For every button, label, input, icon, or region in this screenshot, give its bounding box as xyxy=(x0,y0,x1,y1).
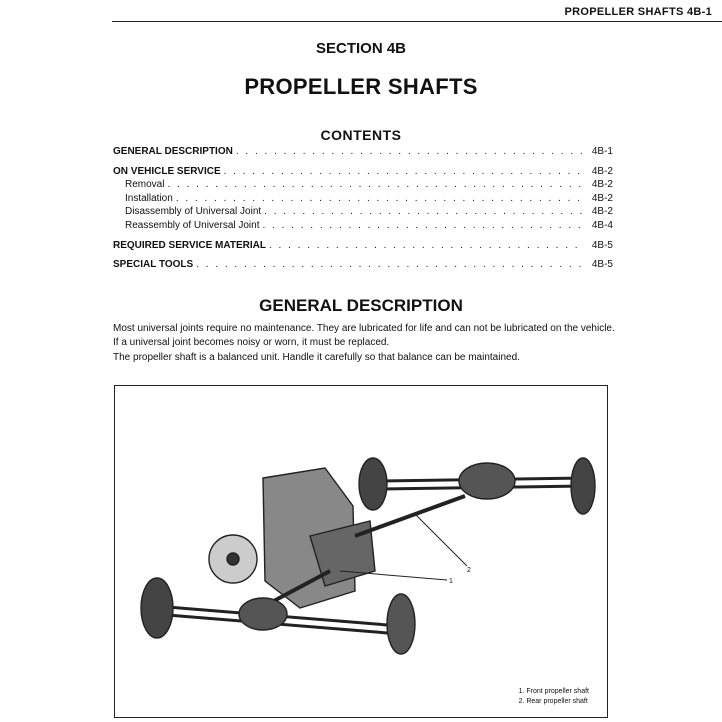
header-rule xyxy=(112,21,722,22)
toc-entry[interactable] xyxy=(113,179,613,193)
toc-label: Installation xyxy=(125,192,173,204)
toc-entry[interactable] xyxy=(113,220,613,234)
description-paragraph-1: Most universal joints require no maintenance. They are lubricated for life and can not be lubricated on the vehicle. If a universal joint becomes noisy or worn, it must be replaced. xyxy=(113,323,615,348)
toc-page: 4B-2 xyxy=(591,192,613,204)
figure-legend xyxy=(519,687,589,707)
toc-leader xyxy=(269,240,584,251)
toc-label: Disassembly of Universal Joint xyxy=(125,206,262,218)
drivetrain-figure xyxy=(114,385,608,718)
toc-entry[interactable] xyxy=(113,193,613,207)
toc-entry[interactable] xyxy=(113,240,613,254)
toc-page: 4B-2 xyxy=(591,179,613,191)
callout-leader-2 xyxy=(415,514,467,566)
toc-leader xyxy=(224,166,584,177)
description-paragraph-2: The propeller shaft is a balanced unit. Handle it carefully so that balance can be maintained. xyxy=(113,352,520,363)
callout-1: 1 xyxy=(449,578,453,585)
toc-label: ON VEHICLE SERVICE xyxy=(113,165,221,177)
toc-page: 4B-4 xyxy=(591,219,613,231)
general-description-heading: GENERAL DESCRIPTION xyxy=(259,296,463,315)
toc-entry[interactable] xyxy=(113,206,613,220)
rear-wheel-hub-left xyxy=(359,458,387,510)
toc-label: REQUIRED SERVICE MATERIAL xyxy=(113,239,266,251)
toc-label: SPECIAL TOOLS xyxy=(113,259,194,271)
legend-item: 1. Front propeller shaft xyxy=(518,688,589,695)
toc-page: 4B-1 xyxy=(591,146,613,157)
toc-page: 4B-2 xyxy=(591,165,613,177)
toc-page: 4B-5 xyxy=(591,259,613,271)
callout-2: 2 xyxy=(467,567,471,574)
toc-leader xyxy=(176,193,584,204)
toc-leader xyxy=(167,179,584,190)
toc-entry[interactable] xyxy=(113,146,613,160)
toc-leader xyxy=(236,146,584,157)
running-header: PROPELLER SHAFTS 4B-1 xyxy=(564,6,712,18)
toc-leader xyxy=(263,220,585,231)
toc-page: 4B-2 xyxy=(591,206,613,218)
front-differential xyxy=(239,598,287,630)
front-wheel-hub-right xyxy=(387,594,415,654)
table-of-contents xyxy=(113,146,613,273)
toc-leader xyxy=(264,206,584,217)
toc-leader xyxy=(196,259,584,270)
section-label: SECTION 4B xyxy=(315,40,406,57)
drivetrain-illustration xyxy=(115,386,609,719)
legend-item: 2. Rear propeller shaft xyxy=(518,698,588,705)
toc-page: 4B-5 xyxy=(591,239,613,251)
page-title: PROPELLER SHAFTS xyxy=(244,74,478,99)
toc-label: Reassembly of Universal Joint xyxy=(125,219,260,231)
toc-label: Removal xyxy=(125,179,165,191)
contents-heading: CONTENTS xyxy=(320,127,402,143)
rear-wheel-hub-right xyxy=(571,458,595,514)
toc-entry[interactable] xyxy=(113,166,613,180)
toc-entry[interactable] xyxy=(113,259,613,273)
rear-differential xyxy=(459,463,515,499)
toc-label: GENERAL DESCRIPTION xyxy=(113,146,233,157)
front-wheel-hub-left xyxy=(141,578,173,638)
